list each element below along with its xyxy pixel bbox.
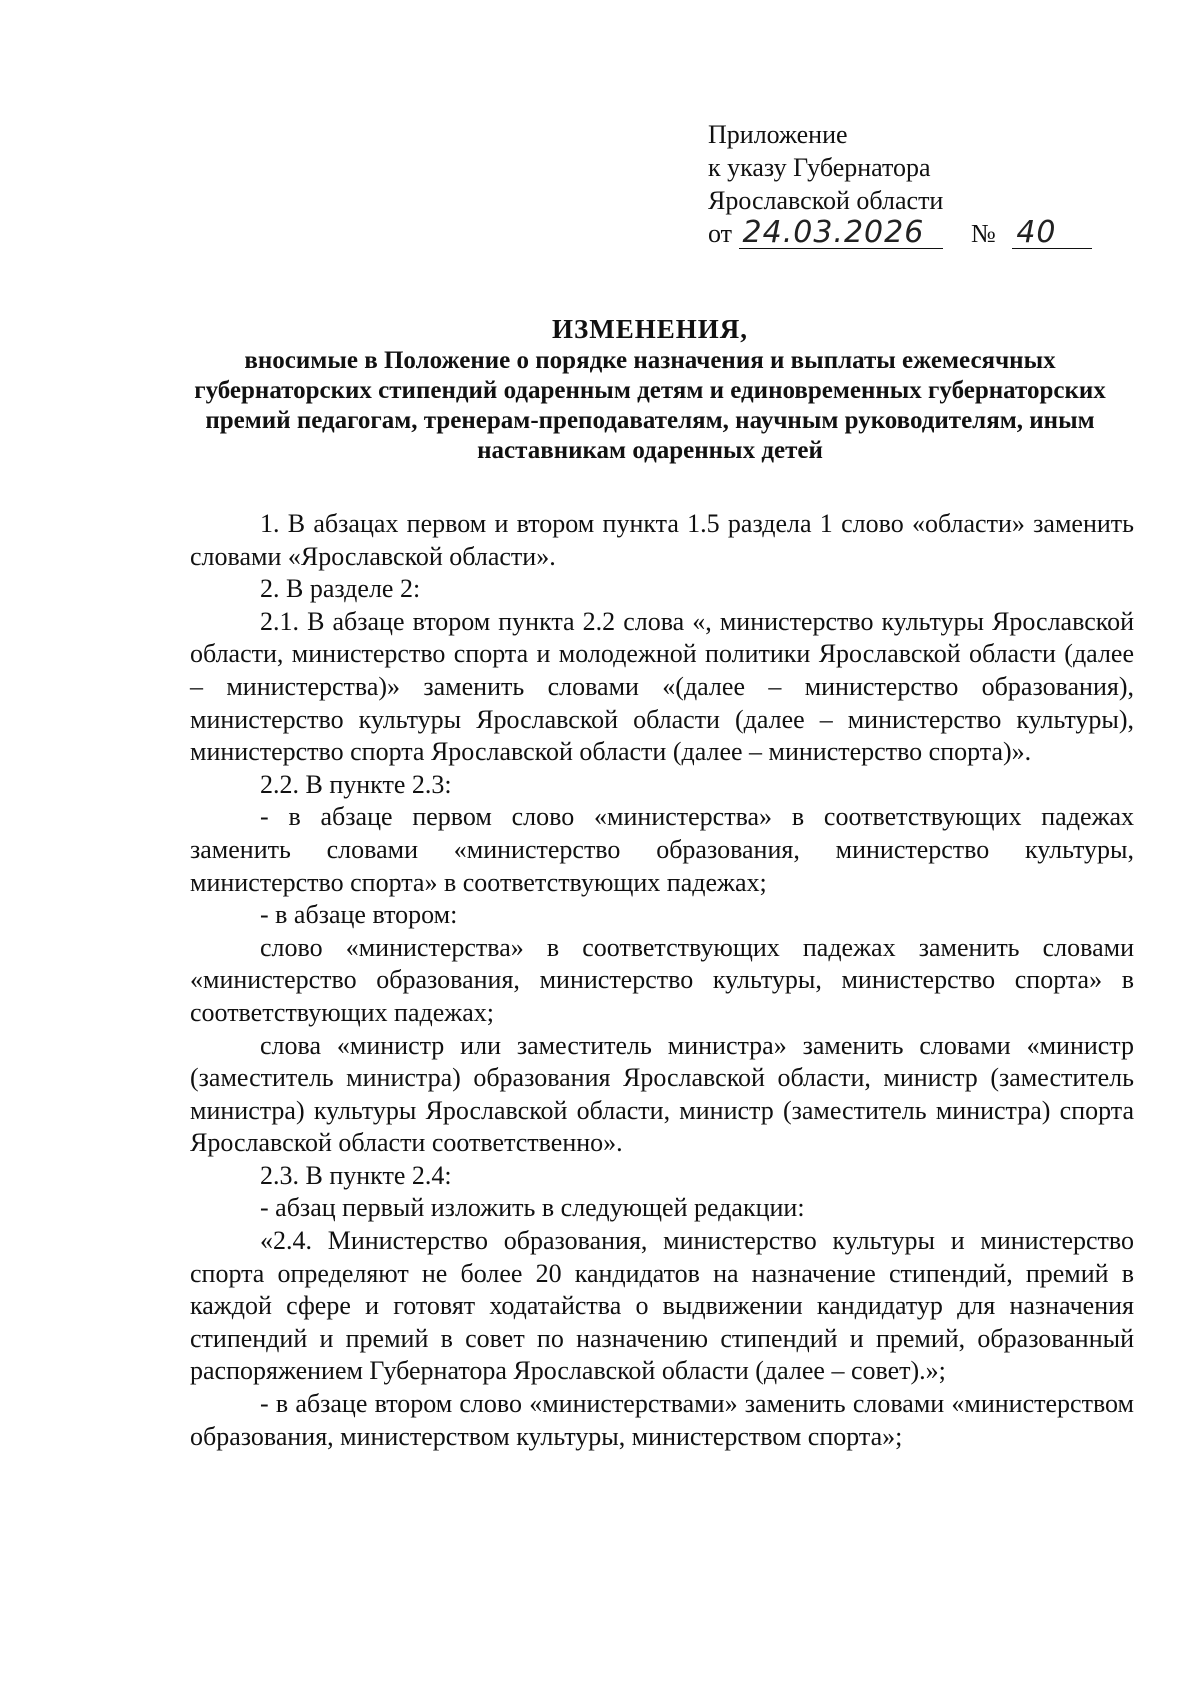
paragraph: «2.4. Министерство образования, министерство культуры и министерство спорта определяют не более 20 кандидатов на назначение стипендий, премий в каждой сфере и готовят ходатайства о выдвижении кандидатур для назначения стипендий и премий в совет по назначению стипендий и премий, образованный распоряжением Губернатора Ярославской области (далее – совет).»; bbox=[190, 1226, 1134, 1386]
paragraph: 2. В разделе 2: bbox=[260, 574, 421, 604]
document-title bbox=[180, 314, 1120, 466]
region-name: Ярославской области bbox=[708, 186, 944, 215]
appendix-header bbox=[708, 118, 1088, 250]
appendix-label: Приложение bbox=[708, 120, 848, 149]
handwritten-date: 24.03.2026 bbox=[739, 218, 943, 249]
paragraph: слово «министерства» в соответствующих падежах заменить словами «министерство образования, министерство культуры, министерство спорта» в соответствующих падежах; bbox=[190, 932, 1134, 1027]
title-main: ИЗМЕНЕНИЯ, bbox=[551, 314, 748, 344]
date-number-line bbox=[708, 217, 1088, 250]
paragraph: - абзац первый изложить в следующей редакции: bbox=[260, 1193, 805, 1223]
paragraph: - в абзаце втором слово «министерствами» заменить словами «министерством образования, министерством культуры, министерством спорта»; bbox=[190, 1389, 1134, 1451]
paragraph: - в абзаце втором: bbox=[260, 900, 458, 930]
paragraph: 2.1. В абзаце втором пункта 2.2 слова «, министерство культуры Ярославской области, министерство спорта и молодежной политики Ярославской области (далее – министерства)» заменить словами «(далее – министерство образования), министерство культуры Ярославской области (далее – министерство культуры), министерство спорта Ярославской области (далее – министерство спорта)». bbox=[190, 606, 1134, 767]
decree-reference: к указу Губернатора bbox=[708, 153, 931, 182]
paragraph: - в абзаце первом слово «министерства» в соответствующих падежах заменить словами «министерство образования, министерство культуры, министерство спорта» в соответствующих падежах; bbox=[190, 802, 1134, 897]
paragraph: слова «министр или заместитель министра» заменить словами «министр (заместитель министра) образования Ярославской области, министр (заместитель министра) культуры Ярославской области, министр (заместитель министра) спорта Ярославской области соответственно». bbox=[190, 1030, 1134, 1158]
document-body bbox=[190, 508, 1134, 1453]
paragraph: 2.2. В пункте 2.3: bbox=[260, 769, 452, 799]
handwritten-number: 40 bbox=[1012, 218, 1092, 249]
from-label: от bbox=[708, 219, 733, 248]
paragraph: 1. В абзацах первом и втором пункта 1.5 раздела 1 слово «области» заменить словами «Ярославской области». bbox=[190, 509, 1134, 571]
title-subtitle: вносимые в Положение о порядке назначения и выплаты ежемесячных губернаторских стипендий одаренным детям и единовременных губернаторских премий педагогам, тренерам-преподавателям, научным руководителям, иным наставникам одаренных детей bbox=[194, 347, 1106, 464]
paragraph: 2.3. В пункте 2.4: bbox=[260, 1160, 452, 1190]
number-label: № bbox=[971, 219, 996, 248]
